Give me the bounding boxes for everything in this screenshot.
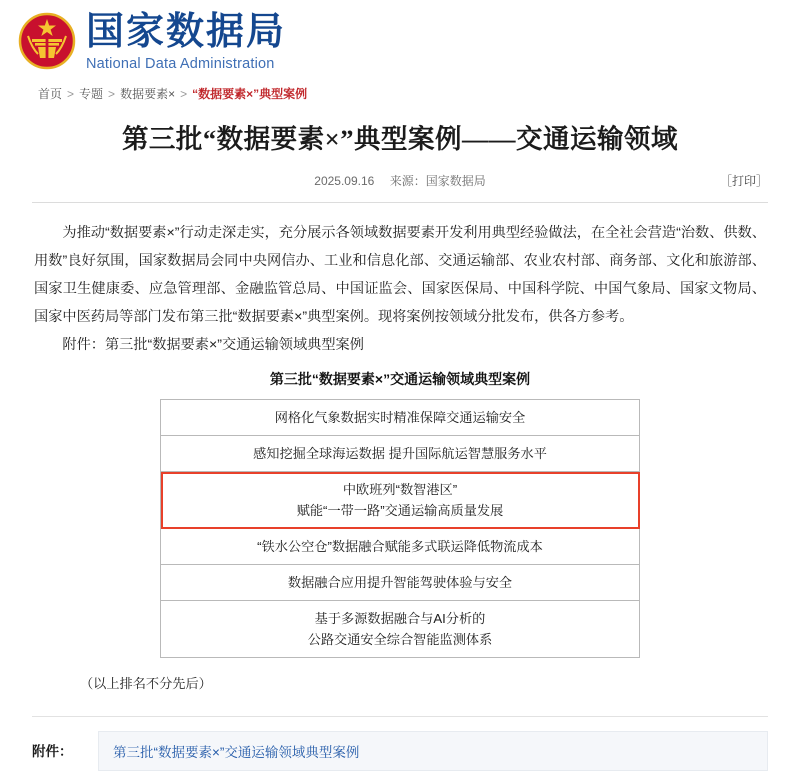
case-cell-4: “铁水公空仓”数据融合赋能多式联运降低物流成本 (161, 529, 640, 565)
case-cell-3-line1: 中欧班列“数智港区” (342, 482, 458, 497)
publish-date: 2025.09.16 (314, 174, 375, 188)
header-divider (32, 202, 768, 203)
table-row (161, 529, 640, 565)
attachment-link[interactable]: 第三批“数据要素×”交通运输领域典型案例 (113, 745, 360, 760)
article-body (34, 219, 766, 698)
breadcrumb-separator: > (108, 86, 116, 101)
article-paragraph-1: 为推动“数据要素×”行动走深走实，充分展示各领域数据要素开发利用典型经验做法，在全社会营造“治数、供数、用数”良好氛围，国家数据局会同中央网信办、工业和信息化部、交通运输部、农业农村部、商务部、文化和旅游部、国家卫生健康委、应急管理部、金融监管总局、中国证监会、国家医保局、中国科学院、中国气象局、国家文物局、国家中医药局等部门发布第三批“数据要素×”典型案例。现将案例按领域分批发布，供各方参考。 (34, 225, 766, 325)
article-source: 来源：国家数据局 (389, 174, 486, 188)
attachment-box (98, 731, 768, 771)
case-cell-2: 感知挖掘全球海运数据 提升国际航运智慧服务水平 (161, 436, 640, 472)
table-row-highlighted (161, 472, 640, 529)
article-paragraph-2: 附件：第三批“数据要素×”交通运输领域典型案例 (62, 337, 364, 353)
table-row (161, 400, 640, 436)
breadcrumb-item-current: “数据要素×”典型案例 (192, 87, 308, 101)
site-brand (86, 10, 286, 73)
case-cell-6-line1: 基于多源数据融合与AI分析的 (314, 611, 486, 626)
case-table (160, 399, 640, 658)
breadcrumb-separator: > (180, 86, 188, 101)
case-cell-5: 数据融合应用提升智能驾驶体验与安全 (161, 565, 640, 601)
breadcrumb-item-home[interactable]: 首页 (38, 87, 63, 101)
case-cell-6 (161, 601, 640, 658)
article-meta (0, 172, 800, 190)
attachment-section (32, 731, 768, 771)
case-cell-3 (161, 472, 640, 529)
table-row (161, 601, 640, 658)
case-cell-6-line2: 公路交通安全综合智能监测体系 (307, 632, 493, 647)
site-header (0, 0, 800, 73)
page-title: 第三批“数据要素×”典型案例——交通运输领域 (121, 124, 679, 154)
breadcrumb-item-topic[interactable]: 专题 (79, 87, 104, 101)
print-button[interactable]: ［打印］ (719, 174, 768, 188)
breadcrumb-item-data-element[interactable]: 数据要素× (120, 87, 176, 101)
case-table-title: 第三批“数据要素×”交通运输领域典型案例 (269, 371, 531, 387)
case-table-note: （以上排名不分先后） (80, 676, 212, 691)
case-cell-3-line2: 赋能“一带一路”交通运输高质量发展 (296, 503, 504, 518)
breadcrumb-separator: > (67, 86, 75, 101)
breadcrumb (38, 85, 800, 102)
org-name-cn: 国家数据局 (86, 11, 287, 53)
table-row (161, 436, 640, 472)
national-emblem-icon (18, 12, 76, 70)
table-row (161, 565, 640, 601)
org-name-en: National Data Administration (86, 56, 275, 72)
case-cell-1: 网格化气象数据实时精准保障交通运输安全 (161, 400, 640, 436)
attachment-label: 附件： (32, 744, 73, 759)
attachment-divider (32, 716, 768, 717)
